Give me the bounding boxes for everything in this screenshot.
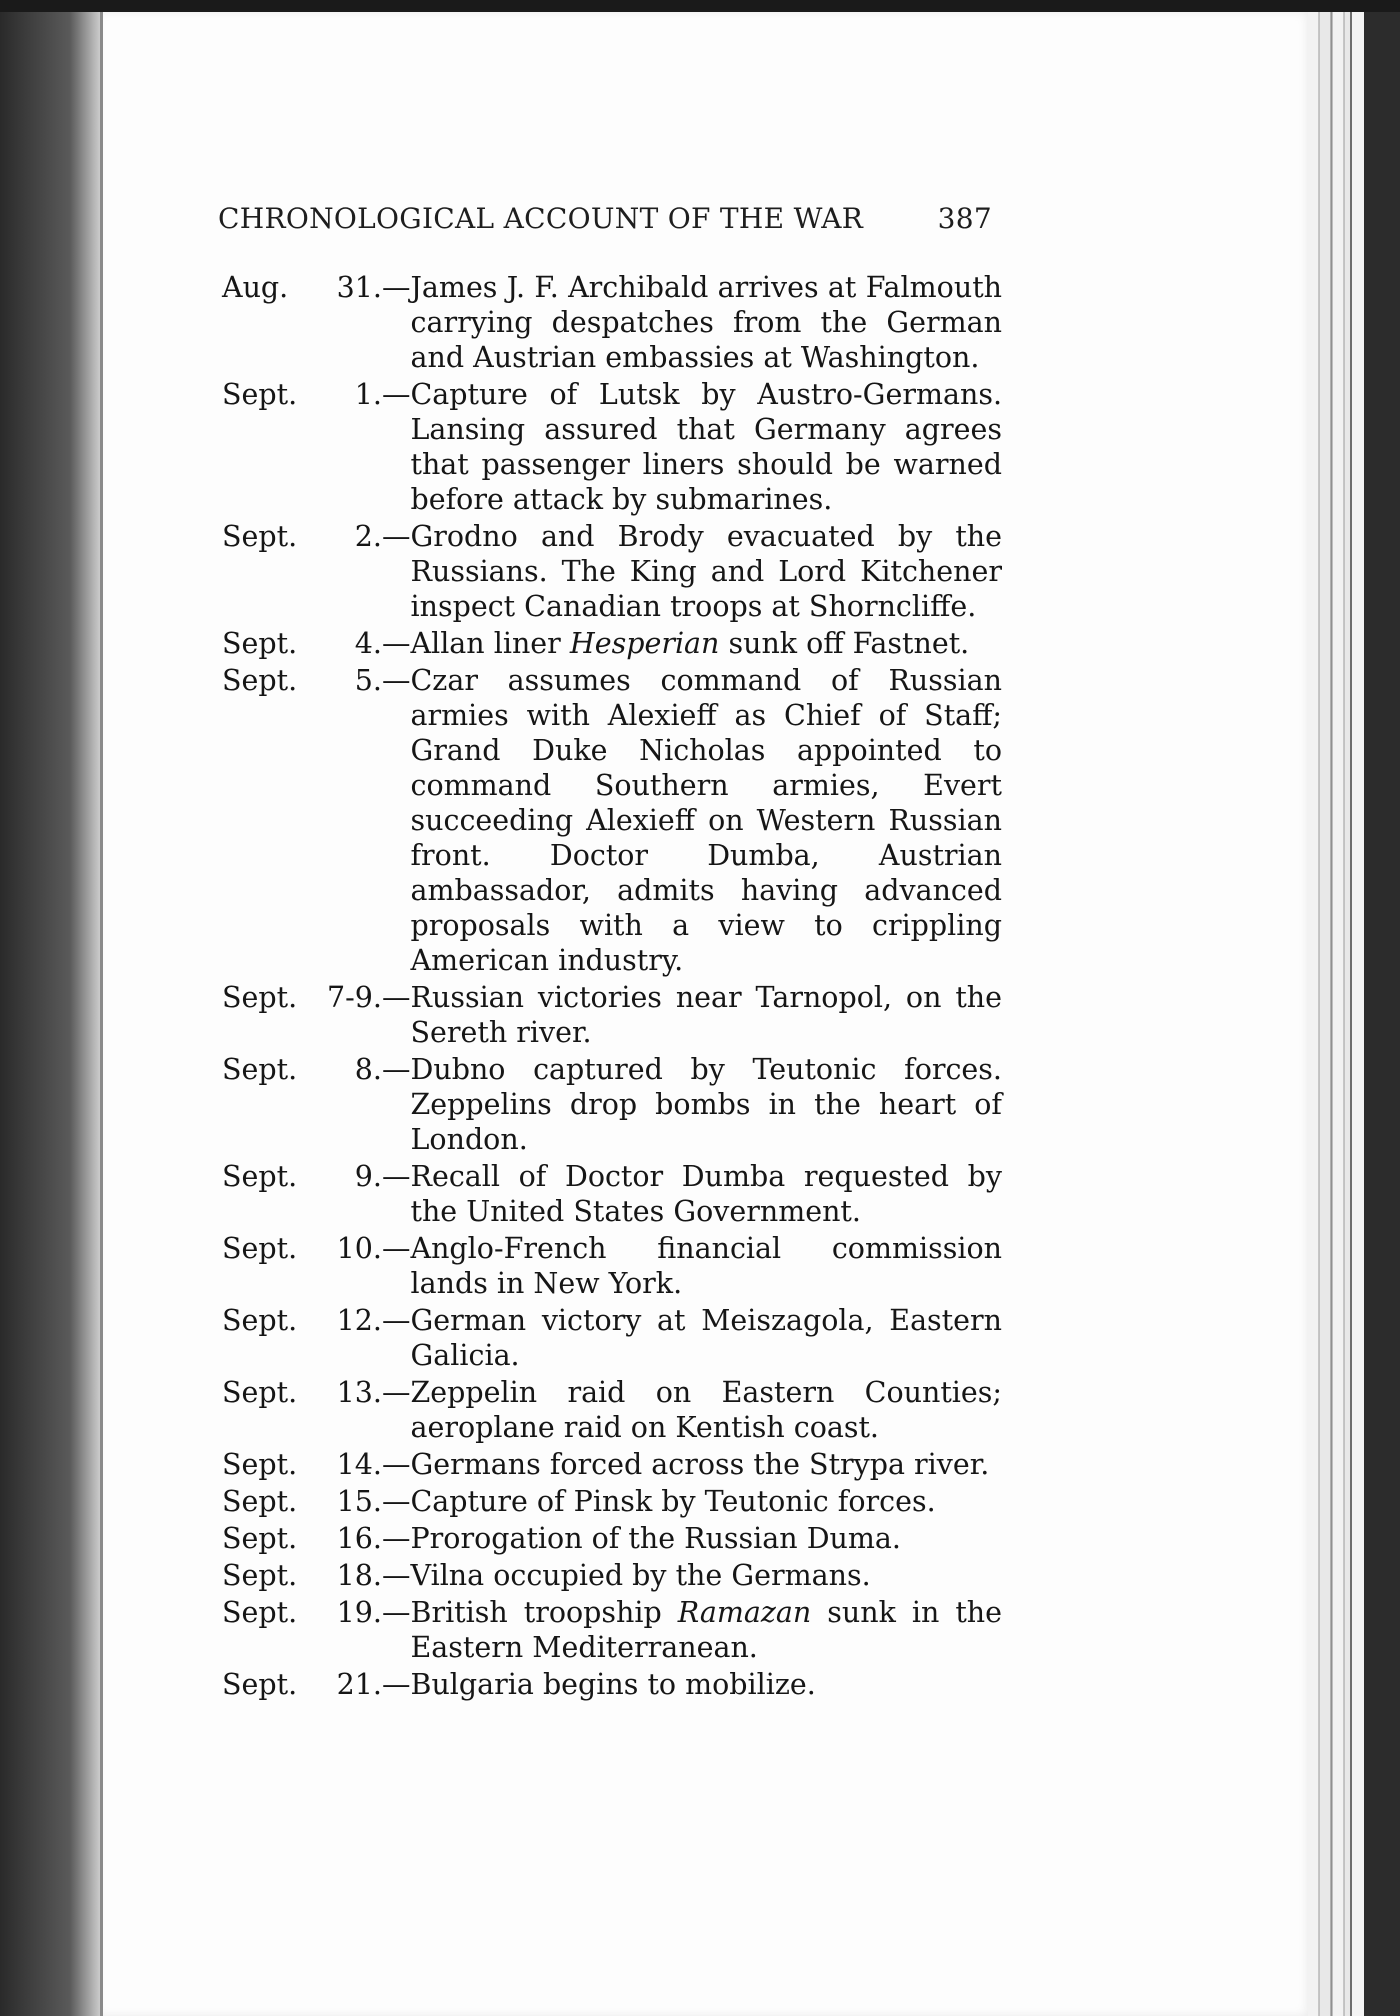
entry-day: 14. [336,1448,382,1481]
entry-day: 13. [336,1376,382,1409]
entry-month: Sept. [222,627,298,660]
entry-date [222,1558,382,1593]
entry-day: 5. [354,664,382,697]
entry-dash: — [382,520,411,553]
entry-dash: — [382,378,411,411]
entry-text [411,626,1003,661]
entry-date [222,626,382,661]
entry-text-after: sunk off Fastnet. [719,627,970,660]
running-head-title: CHRONOLOGICAL ACCOUNT OF THE WAR [218,202,864,235]
entry-month: Sept. [222,1053,298,1086]
entry-text: Capture of Lutsk by Austro-Germans. Lansing assured that Germany agrees that passenger liners should be warned before attack by submarines. [410,378,1002,516]
entry-text: Dubno captured by Teutonic forces. Zeppelins drop bombs in the heart of London. [410,1053,1002,1156]
chronology-entry [222,519,1002,624]
page-edges [1308,12,1400,2016]
entry-day: 8. [354,1053,382,1086]
entry-text: Grodno and Brody evacuated by the Russians. The King and Lord Kitchener inspect Canadian troops at Shorncliffe. [410,520,1002,623]
entry-day: 15. [336,1485,382,1518]
entry-day: 16. [336,1522,382,1555]
chronology-entry [222,1052,1002,1157]
chronology-entry [222,1667,1002,1702]
entry-text [411,1595,1003,1665]
entry-date [222,270,382,305]
entry-day: 10. [336,1232,382,1265]
chronology-entry [222,1159,1002,1229]
page-edge-dark [1364,12,1400,2016]
entry-day: 1. [354,378,382,411]
entry-date [222,1521,382,1556]
entry-dash: — [382,627,411,660]
entry-date [222,1303,382,1338]
chronology-entry [222,626,1002,661]
chronology-entry [222,1447,1002,1482]
entry-month: Sept. [222,1160,298,1193]
entry-date [222,1052,382,1087]
ship-name: Hesperian [569,627,720,660]
entry-day: 2. [354,520,382,553]
entry-dash: — [382,1160,411,1193]
entry-day: 21. [336,1668,382,1701]
chronology-entry [222,1484,1002,1519]
chronology-entry [222,1558,1002,1593]
entry-date [222,377,382,412]
entry-dash: — [382,1596,411,1629]
entry-text: Czar assumes command of Russian armies with Alexieff as Chief of Staff; Grand Duke Nicholas appointed to command Southern armies, Evert succeeding Alexieff on Western Russian front. Doctor Dumba, Austrian ambassador, admits having advanced proposals with a view to crippling American industry. [410,664,1002,977]
entry-month: Sept. [222,1668,298,1701]
entry-date [222,1159,382,1194]
chronology-list [222,270,1002,1704]
chronology-entry [222,377,1002,517]
chronology-entry [222,1595,1002,1665]
entry-day: 7-9. [327,981,382,1014]
entry-text-before: British troopship [410,1596,678,1629]
entry-text: German victory at Meiszagola, Eastern Galicia. [410,1304,1002,1372]
entry-month: Sept. [222,378,298,411]
entry-date [222,663,382,698]
entry-day: 4. [354,627,382,660]
entry-day: 19. [336,1596,382,1629]
entry-month: Sept. [222,1304,298,1337]
page-edge-light [1350,12,1364,2016]
entry-date [222,1595,382,1630]
entry-dash: — [382,1522,411,1555]
entry-text: Russian victories near Tarnopol, on the Sereth river. [410,981,1002,1049]
entry-text: Bulgaria begins to mobilize. [410,1668,816,1701]
entry-text-after: sunk in the Eastern Mediterranean. [410,1596,1002,1664]
chronology-entry [222,1231,1002,1301]
entry-day: 18. [336,1559,382,1592]
entry-month: Sept. [222,1232,298,1265]
chronology-entry [222,270,1002,375]
entry-month: Sept. [222,664,298,697]
entry-day: 12. [336,1304,382,1337]
entry-dash: — [382,1668,411,1701]
entry-month: Sept. [222,520,298,553]
chronology-entry [222,1375,1002,1445]
entry-month: Sept. [222,1559,298,1592]
entry-text: Zeppelin raid on Eastern Counties; aeroplane raid on Kentish coast. [410,1376,1002,1444]
entry-month: Aug. [222,271,289,304]
entry-text: Vilna occupied by the Germans. [410,1559,871,1592]
entry-dash: — [382,1448,411,1481]
entry-dash: — [382,1053,411,1086]
entry-month: Sept. [222,1522,298,1555]
entry-text: Capture of Pinsk by Teutonic forces. [410,1485,936,1518]
entry-month: Sept. [222,1448,298,1481]
entry-text-before: Allan liner [410,627,570,660]
ship-name: Ramazan [677,1596,812,1629]
entry-day: 31. [336,271,382,304]
entry-month: Sept. [222,981,298,1014]
entry-date [222,980,382,1015]
entry-dash: — [382,1559,411,1592]
page-number: 387 [937,202,992,235]
entry-dash: — [382,1485,411,1518]
entry-text: Prorogation of the Russian Duma. [410,1522,901,1555]
entry-date [222,1667,382,1702]
entry-dash: — [382,1376,411,1409]
entry-dash: — [382,1304,411,1337]
entry-month: Sept. [222,1596,298,1629]
entry-dash: — [382,664,411,697]
entry-month: Sept. [222,1376,298,1409]
entry-text: Recall of Doctor Dumba requested by the United States Government. [410,1160,1002,1228]
entry-date [222,1231,382,1266]
entry-dash: — [382,271,411,304]
entry-month: Sept. [222,1485,298,1518]
entry-text: Anglo-French financial commission lands in New York. [410,1232,1002,1300]
entry-dash: — [382,1232,411,1265]
running-head [218,202,992,235]
entry-date [222,1447,382,1482]
entry-date [222,519,382,554]
chronology-entry [222,980,1002,1050]
chronology-entry [222,1521,1002,1556]
chronology-entry [222,1303,1002,1373]
entry-text: James J. F. Archibald arrives at Falmouth carrying despatches from the German and Austrian embassies at Washington. [410,271,1002,374]
entry-text: Germans forced across the Strypa river. [410,1448,990,1481]
chronology-entry [222,663,1002,978]
scan-top-border [0,0,1400,12]
entry-date [222,1375,382,1410]
entry-dash: — [382,981,411,1014]
entry-day: 9. [354,1160,382,1193]
entry-date [222,1484,382,1519]
